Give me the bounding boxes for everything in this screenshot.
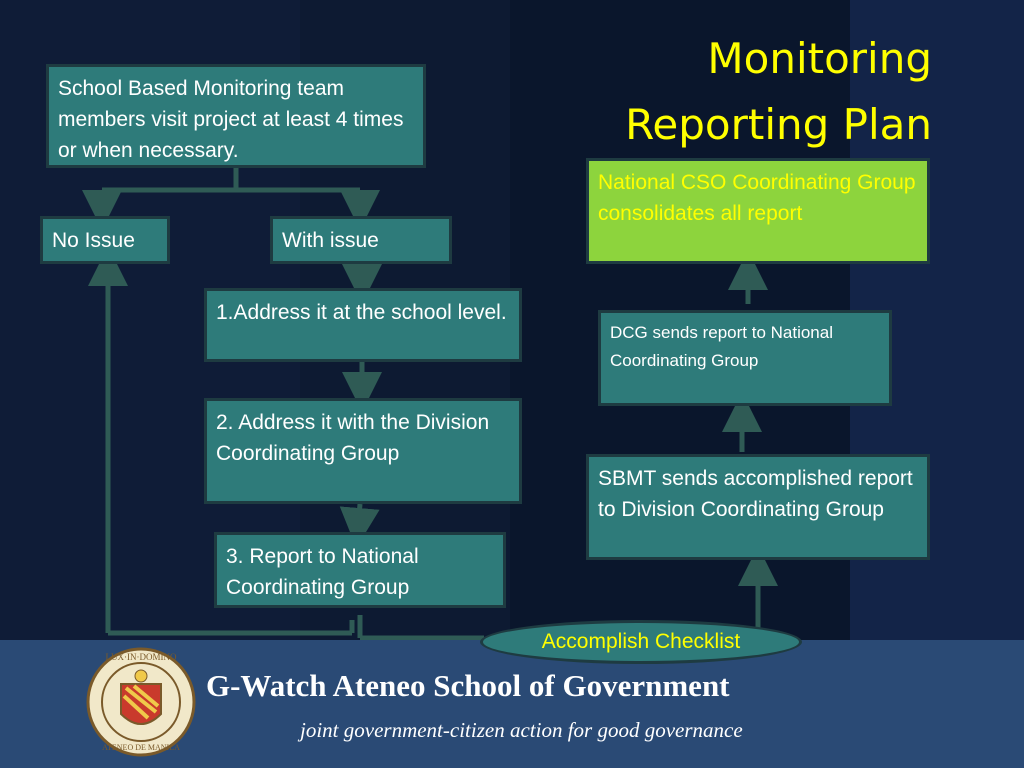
svg-text:ATENEO DE MANILA: ATENEO DE MANILA: [102, 743, 180, 752]
page-title: [625, 26, 932, 158]
dcg-box: DCG sends report to National Coordinating Group: [598, 310, 892, 406]
svg-text:LUX·IN·DOMINO: LUX·IN·DOMINO: [105, 652, 177, 662]
connector: [358, 504, 360, 528]
title-line-1: Monitoring: [707, 34, 932, 83]
sbmt-box: SBMT sends accomplished report to Division Coordinating Group: [586, 454, 930, 560]
title-line-2: Reporting Plan: [625, 100, 932, 149]
step3-box: 3. Report to National Coordinating Group: [214, 532, 506, 608]
national-cso-box: National CSO Coordinating Group consolidates all report: [586, 158, 930, 264]
step2-box: 2. Address it with the Division Coordinating Group: [204, 398, 522, 504]
with-issue-box: With issue: [270, 216, 452, 264]
footer-tagline: joint government-citizen action for good governance: [300, 718, 743, 742]
accomplish-checklist-oval: Accomplish Checklist: [480, 620, 802, 664]
step1-box: 1.Address it at the school level.: [204, 288, 522, 362]
ateneo-seal-logo: [86, 646, 196, 758]
footer-title: G-Watch Ateneo School of Government: [206, 668, 730, 703]
no-issue-box: No Issue: [40, 216, 170, 264]
visit-box: School Based Monitoring team members visit project at least 4 times or when necessary.: [46, 64, 426, 168]
